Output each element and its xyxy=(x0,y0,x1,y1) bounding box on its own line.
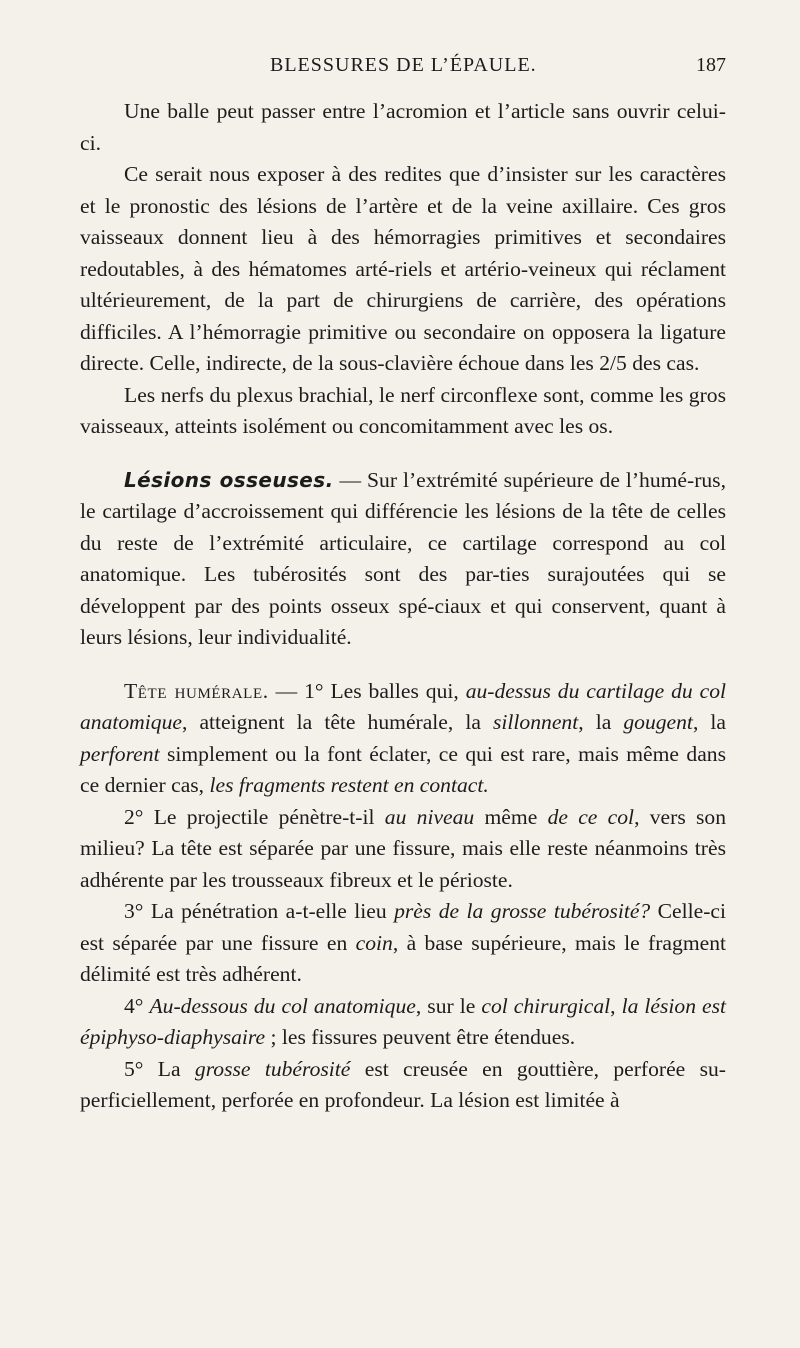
paragraph-5-text-b: au-dessus du cartilage du col anatomique xyxy=(80,678,727,734)
paragraph-5-text-a: — 1° Les balles qui, xyxy=(268,678,466,703)
paragraph-5-text-h: perforent xyxy=(80,741,160,766)
paragraph-6-text-b: au niveau xyxy=(384,804,475,829)
paragraph-2: Ce serait nous exposer à des redites que d’insister sur les caractères et le pronostic des lésions de l’artère et de la veine axillaire. Ces gros vaisseaux donnent lieu à des hémorragies primitives et secondaires redoutables, à des hématomes arté-riels et artério-veineux qui réclament ultérieurement, de la part de chirurgiens de carrière, des opérations difficiles. A l’hémorragie primitive ou secondaire on opposera la ligature directe. Celle, indirecte, de la sous-clavière échoue dans les 2/5 des cas. xyxy=(80,162,726,375)
paragraph-7-text-b: près de la grosse tubérosité? xyxy=(394,899,651,923)
paragraph-9 xyxy=(80,1054,726,1117)
body-text xyxy=(80,96,726,1117)
page-number: 187 xyxy=(696,54,726,76)
section-gap-2 xyxy=(80,654,726,676)
section-title: Lésions osseuses. xyxy=(124,467,334,492)
paragraph-6-text-d: de ce col xyxy=(547,804,635,829)
paragraph-5-text-f: gougent xyxy=(623,710,693,734)
paragraph-5-text-d: sillonnent xyxy=(493,710,579,734)
paragraph-8-text-g: ; les fissures peuvent être étendues. xyxy=(265,1025,576,1049)
paragraph-7-text-a: 3° La pénétration a-t-elle lieu xyxy=(124,899,395,923)
paragraph-8-text-b: Au-dessous du col anatomique xyxy=(149,993,416,1018)
running-head: BLESSURES DE L’ÉPAULE. xyxy=(270,54,537,76)
paragraph-7-text-c: Celle-ci est séparée par une fissure en xyxy=(80,899,726,955)
paragraph-6 xyxy=(80,802,726,897)
paragraph-5-text-c: , atteignent la tête humérale, la xyxy=(181,710,494,734)
paragraph-8-text-f: la lésion est épiphyso-diaphysaire xyxy=(80,993,727,1049)
paragraph-4-text: — Sur l’extrémité supérieure de l’humé-rus, le cartilage d’accroissement qui différencie les lésions de la tête de celles du reste de l’extrémité articulaire, ce cartilage correspond au col anatomique. Les tubérosités sont des par-ties surajoutées qui se développent par des points osseux spé-ciaux et qui conservent, quant à leurs lésions, leur individualité. xyxy=(80,467,726,649)
paragraph-7 xyxy=(80,896,726,991)
paragraph-8-text-d: col chirurgical xyxy=(481,993,611,1018)
paragraph-9-text-a: 5° La xyxy=(124,1056,195,1081)
paragraph-1: Une balle peut passer entre l’acromion et l’article sans ouvrir celui-ci. xyxy=(80,99,726,155)
paragraph-4 xyxy=(80,465,726,654)
paragraph-6-text-a: 2° Le projectile pénètre-t-il xyxy=(124,804,385,829)
paragraph-7-text-d: coin xyxy=(355,930,393,955)
paragraph-8-text-c: , sur le xyxy=(415,993,482,1018)
paragraph-9-text-c: est creusée en gouttière, perforée su-perficiellement, perforée en profondeur. La lésion est limitée à xyxy=(80,1056,726,1112)
paragraph-5-text-e: , la xyxy=(578,710,624,734)
paragraph-9-text-b: grosse tubérosité xyxy=(194,1056,351,1081)
paragraph-7-text-e: , à base supérieure, mais le fragment délimité est très adhérent. xyxy=(80,930,726,986)
subsection-label: Tête humérale. xyxy=(124,678,269,703)
paragraph-8-text-a: 4° xyxy=(124,993,150,1018)
paragraph-6-text-e: , vers son milieu? La tête est séparée par une fissure, mais elle reste néanmoins très adhérente par les trousseaux fibreux et le périoste. xyxy=(80,804,726,892)
page-header xyxy=(80,52,726,82)
section-gap xyxy=(80,443,726,465)
paragraph-8-text-e: , xyxy=(610,993,622,1018)
paragraph-5-text-j: les fragments restent en contact. xyxy=(209,773,489,797)
paragraph-5-text-i: simplement ou la font éclater, ce qui est rare, mais même dans ce dernier cas, xyxy=(80,741,726,797)
paragraph-8 xyxy=(80,991,726,1054)
paragraph-5 xyxy=(80,676,726,802)
paragraph-6-text-c: même xyxy=(474,804,548,829)
paragraph-3: Les nerfs du plexus brachial, le nerf circonflexe sont, comme les gros vaisseaux, atteints isolément ou concomitamment avec les os. xyxy=(80,382,726,438)
paragraph-5-text-g: , la xyxy=(692,710,726,734)
